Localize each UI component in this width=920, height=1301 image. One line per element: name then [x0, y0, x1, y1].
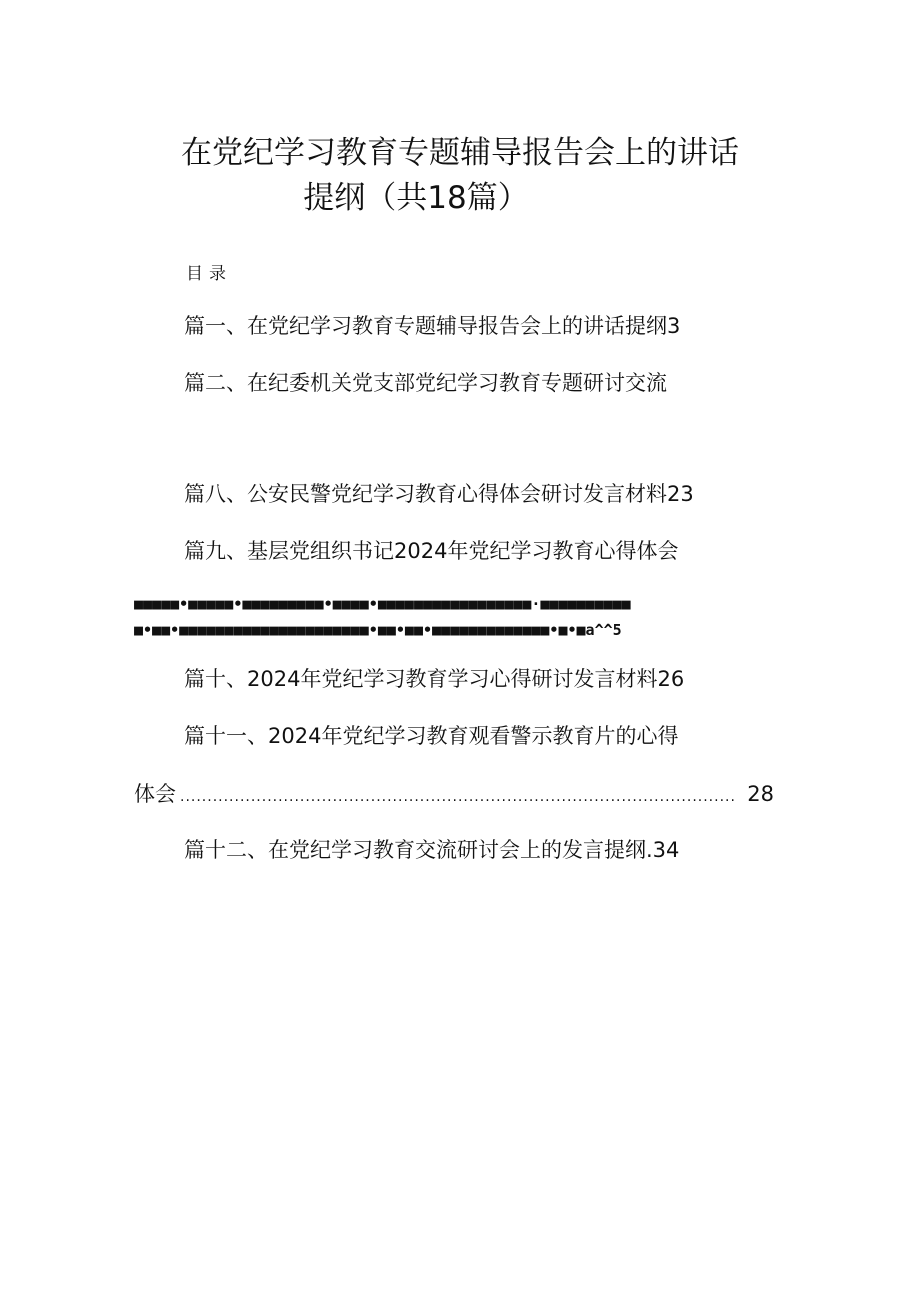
toc-entry-2	[184, 369, 667, 397]
toc-entry-12	[184, 836, 679, 864]
garbled-text-line-1: ■■■■■•■■■■■•■■■■■■■■■•■■■■•■■■■■■■■■■■■■■■■■·■■■■■■■■■■	[134, 595, 631, 613]
toc-entry-text: 篇九、基层党组织书记2024年党纪学习教育心得体会	[184, 539, 679, 563]
toc-entry-11-continuation	[134, 780, 774, 811]
toc-entry-text: 篇十一、2024年党纪学习教育观看警示教育片的心得	[184, 724, 679, 748]
toc-heading: 目录	[186, 264, 232, 284]
toc-entry-page: 28	[747, 782, 774, 806]
toc-entry-8	[184, 480, 694, 508]
toc-entry-page: 3	[667, 314, 681, 338]
toc-entry-page: .34	[646, 838, 680, 862]
toc-entry-text: 篇八、公安民警党纪学习教育心得体会研讨发言材料	[184, 482, 667, 506]
toc-entry-text: 篇一、在党纪学习教育专题辅导报告会上的讲话提纲	[184, 314, 667, 338]
document-title-line-1: 在党纪学习教育专题辅导报告会上的讲话	[181, 135, 739, 171]
toc-entry-page: 23	[667, 482, 694, 506]
toc-leader-dots: ......................................................................................................	[180, 789, 736, 805]
toc-entry-text: 篇十二、在党纪学习教育交流研讨会上的发言提纲	[184, 838, 646, 862]
toc-entry-continuation-text: 体会	[134, 782, 176, 806]
toc-entry-text: 篇十、2024年党纪学习教育学习心得研讨发言材料	[184, 667, 658, 691]
toc-entry-text: 篇二、在纪委机关党支部党纪学习教育专题研讨交流	[184, 371, 667, 395]
toc-entry-10	[184, 665, 684, 693]
document-title-line-2: 提纲（共18篇）	[303, 180, 529, 216]
toc-entry-9	[184, 537, 678, 565]
garbled-text-line-2: ■•■■•■■■■■■■■■■■■■■■■■■■■■•■■•■■•■■■■■■■■■■■■■•■•■a^^5	[134, 621, 622, 639]
toc-entry-11	[184, 722, 678, 750]
toc-entry-page: 26	[657, 667, 685, 691]
toc-entry-1	[184, 312, 680, 340]
